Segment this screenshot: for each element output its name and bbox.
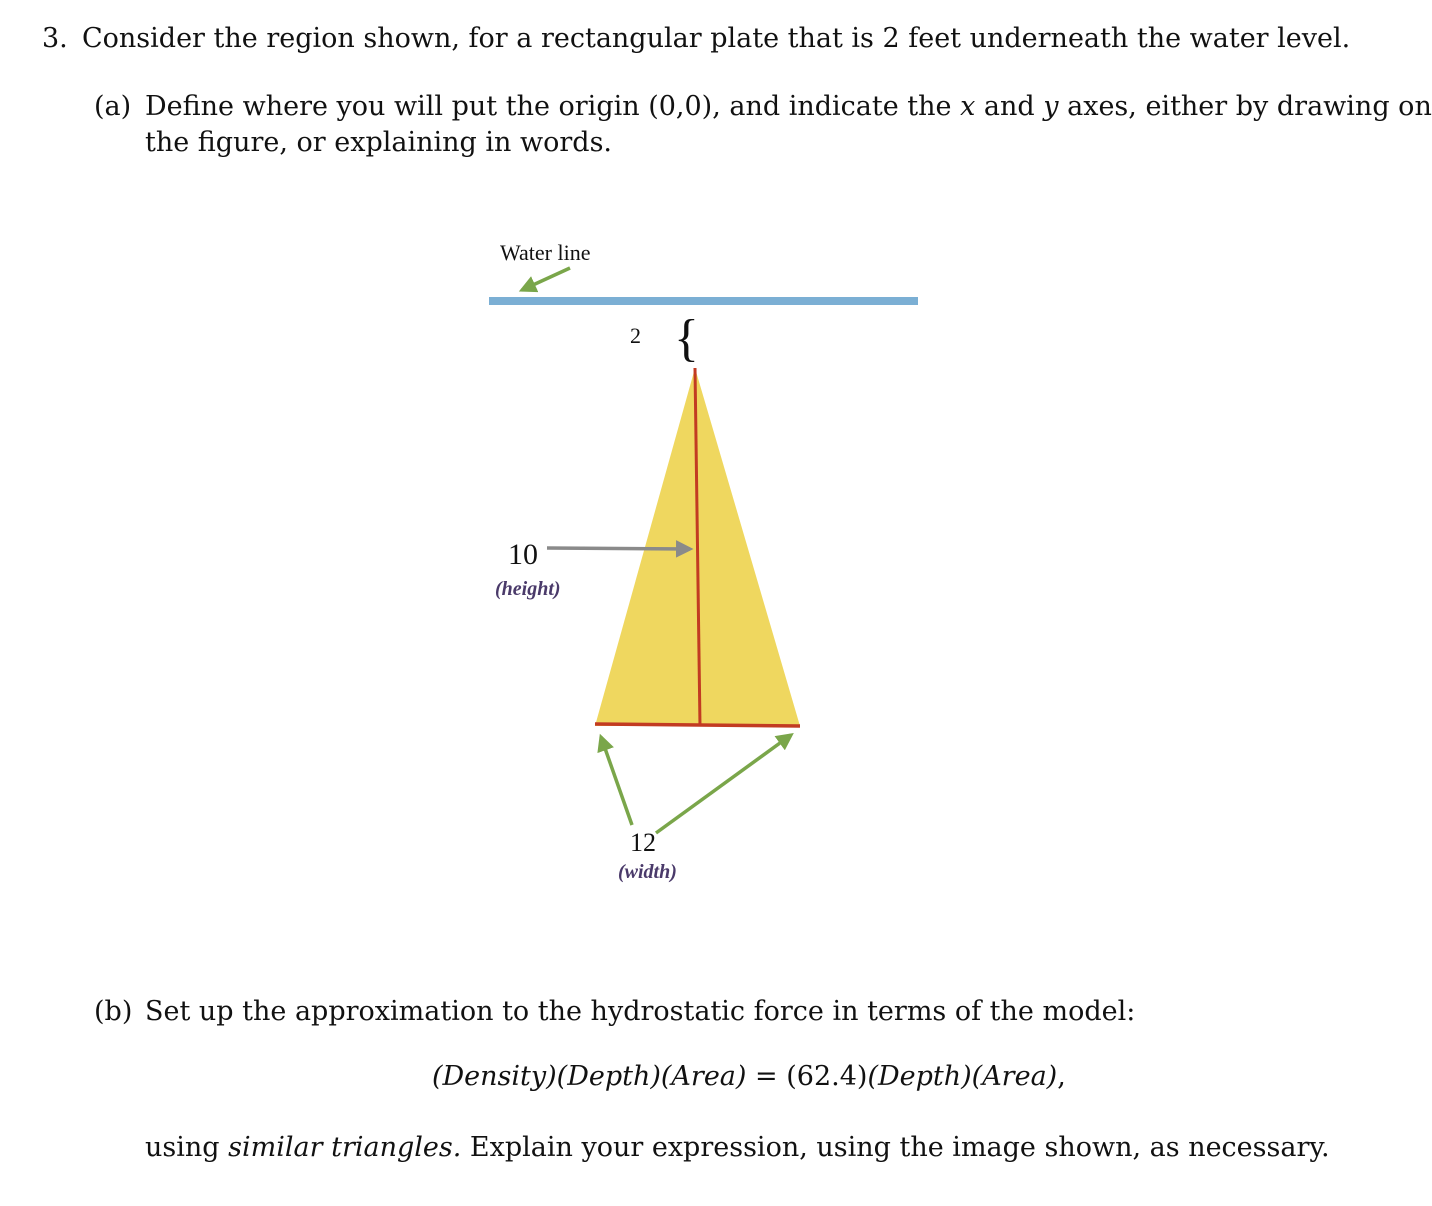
part-a-label: (a) (94, 91, 132, 122)
formula-right: (Depth)(Area) (867, 1061, 1058, 1092)
part-b-line-1: Set up the approximation to the hydrostatic force in terms of the model: (145, 996, 1136, 1027)
width-caption: (width) (618, 861, 677, 883)
part-b-label: (b) (94, 996, 133, 1027)
width-value: 12 (630, 828, 656, 857)
formula (432, 1059, 1066, 1095)
var-y: y (1043, 91, 1059, 122)
depth-label: 2 (630, 323, 641, 348)
part-b-emphasis: similar triangles. (228, 1132, 462, 1163)
height-caption: (height) (495, 578, 561, 600)
depth-brace: { (674, 310, 699, 367)
base-line (595, 724, 800, 726)
water-line-arrow (522, 268, 570, 290)
formula-left: (Density)(Depth)(Area) (432, 1061, 747, 1092)
water-line-label: Water line (500, 240, 591, 265)
part-b-line-3 (145, 1130, 1330, 1166)
part-a-line-2: the figure, or explaining in words. (145, 127, 613, 158)
width-arrow-left (601, 737, 632, 825)
formula-eq: = (62.4) (746, 1061, 868, 1092)
question-text: Consider the region shown, for a rectangular plate that is 2 feet underneath the water level. (82, 23, 1351, 54)
part-a-text-1: Define where you will put the origin (0,0), and indicate the (145, 91, 961, 122)
height-value: 10 (508, 538, 538, 571)
question-number: 3. (42, 23, 68, 54)
var-x: x (960, 91, 976, 122)
height-arrow (547, 548, 690, 549)
formula-end: , (1057, 1061, 1066, 1092)
part-a-text-2: and (975, 91, 1044, 122)
part-a-text-3: axes, either by drawing on (1058, 91, 1432, 122)
part-b-text-1: using (145, 1132, 229, 1163)
part-b-text-2: Explain your expression, using the image shown, as necessary. (461, 1132, 1330, 1163)
width-arrow-right (656, 735, 791, 833)
